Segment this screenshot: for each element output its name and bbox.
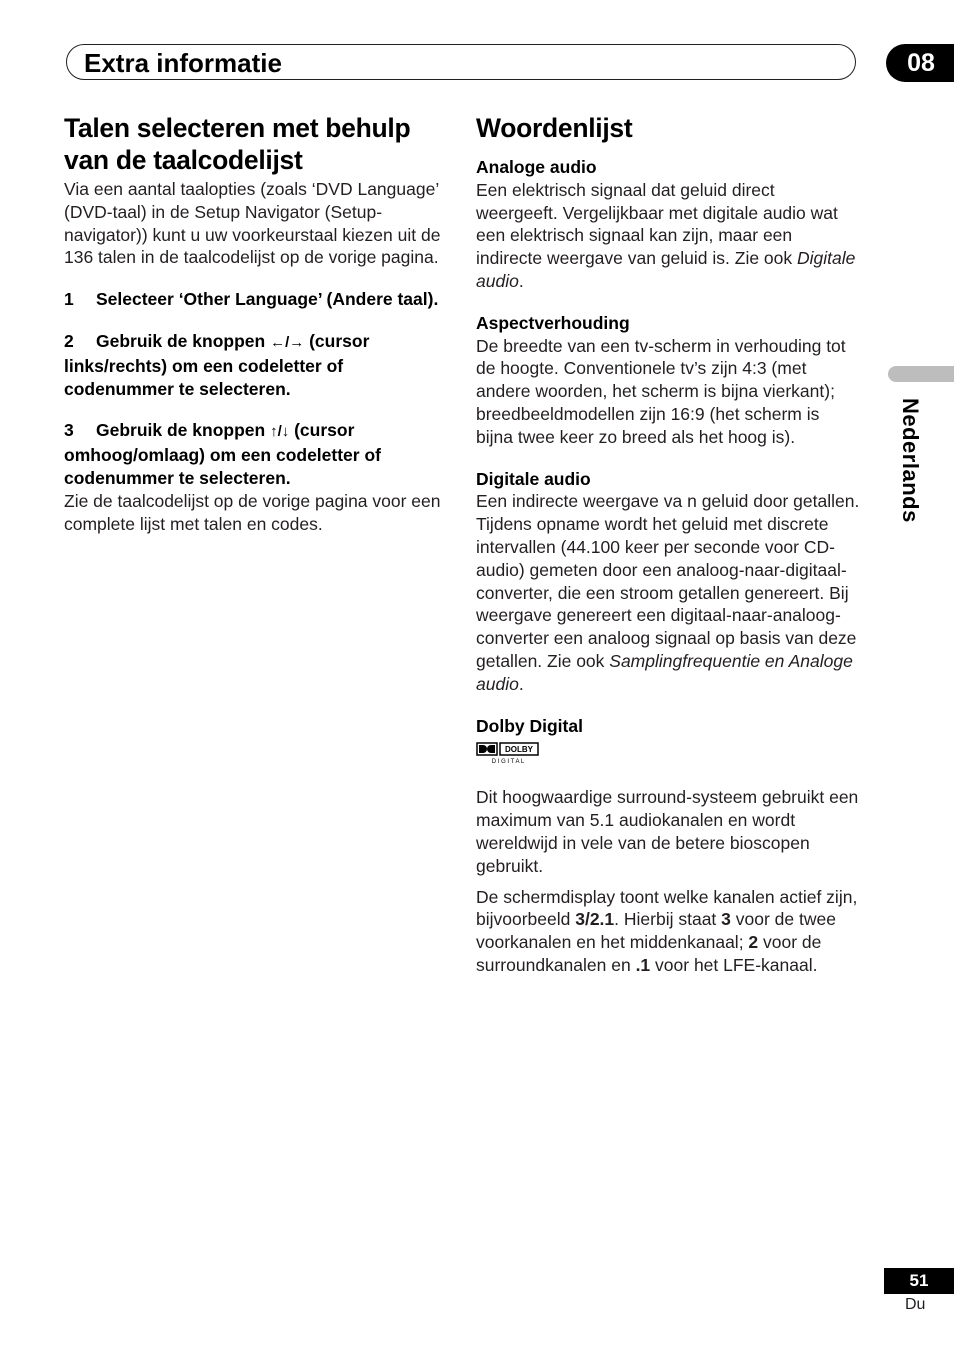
right-column	[476, 112, 860, 977]
left-intro: Via een aantal taalopties (zoals ‘DVD Language’ (DVD-taal) in de Setup Navigator (Setup-navigator)) kunt u uw voorkeurstaal kiezen uit de 136 talen in de taalcodelijst op de vorige pagina.	[64, 179, 441, 268]
language-tab-label: Nederlands	[898, 398, 923, 523]
page-number: 51	[884, 1268, 954, 1294]
step-text: Selecteer ‘Other Language’ (Andere taal).	[96, 289, 439, 310]
up-down-arrow-icon: ↑/↓	[270, 423, 290, 441]
step-3	[64, 419, 444, 489]
chapter-badge: 08	[886, 44, 954, 82]
step-1	[64, 288, 444, 311]
term-body-analoge-audio: Een elektrisch signaal dat geluid direct weergeeft. Vergelijkbaar met digitale audio wat een elektrisch signaal kan zijn, maar een indirecte weergave van geluid is. Zie ook Digitale audio.	[476, 179, 856, 291]
step-number: 1	[64, 289, 74, 310]
term-body-digitale-audio: Een indirecte weergave va n geluid door getallen. Tijdens opname wordt het geluid met discrete intervallen (44.100 keer per seconde voor CD-audio) gemeten door een analoog-naar-digitaal-converter, die een stroom getallen genereert. Bij weergave genereert een digitaal-naar-analoog-converter een analoog signaal op basis van deze getallen. Zie ook Samplingfrequentie en Analoge audio.	[476, 491, 860, 694]
dolby-digital-logo-icon	[476, 742, 540, 764]
step-text: (cursor omhoog/omlaag) om een codeletter of codenummer te selecteren.	[64, 420, 381, 488]
left-column	[64, 112, 444, 535]
term-body-dolby-digital-1: Dit hoogwaardige surround-systeem gebruikt een maximum van 5.1 audiokanalen en wordt wereldwijd in vele van de betere bioscopen gebruikt.	[476, 787, 859, 876]
term-title-analoge-audio: Analoge audio	[476, 157, 597, 177]
language-tab-marker	[888, 366, 954, 382]
term-title-aspectverhouding: Aspectverhouding	[476, 312, 630, 333]
cross-reference: Digitale audio	[476, 248, 856, 291]
term-body-dolby-digital-2: De schermdisplay toont welke kanalen actief zijn, bijvoorbeeld 3/2.1. Hierbij staat 3 voor de twee voorkanalen en het middenkanaal; 2 voor de surroundkanalen en .1 voor het LFE-kanaal.	[476, 886, 858, 975]
step-number: 2	[64, 330, 74, 351]
left-right-arrow-icon: ←/→	[270, 333, 305, 351]
step-text: Gebruik de knoppen	[96, 330, 271, 351]
left-closing: Zie de taalcodelijst op de vorige pagina voor een complete lijst met talen en codes.	[64, 490, 441, 534]
section-title: Extra informatie	[84, 48, 282, 78]
language-code: Du	[905, 1296, 926, 1313]
step-2	[64, 330, 444, 400]
left-heading: Talen selecteren met behulp van de taalcodelijst	[64, 113, 411, 175]
glossary-heading: Woordenlijst	[476, 113, 633, 143]
section-header	[66, 44, 856, 80]
step-text: Gebruik de knoppen	[96, 420, 271, 441]
term-title-digitale-audio: Digitale audio	[476, 468, 591, 489]
step-number: 3	[64, 420, 74, 441]
dolby-logo-subtext: D I G I T A L	[491, 759, 525, 765]
dolby-logo-text: DOLBY	[505, 745, 533, 755]
term-body-aspectverhouding: De breedte van een tv-scherm in verhouding tot de hoogte. Conventionele tv’s zijn 4:3 (met andere woorden, het scherm is bijna vierkant); breedbeeldmodellen zijn 16:9 (het scherm is bijna twee keer zo breed als het hoog is).	[476, 335, 846, 447]
cross-reference: Samplingfrequentie en Analoge audio	[476, 650, 853, 694]
term-title-dolby-digital: Dolby Digital	[476, 715, 583, 736]
step-text: (cursor links/rechts) om een codeletter of codenummer te selecteren.	[64, 330, 370, 399]
